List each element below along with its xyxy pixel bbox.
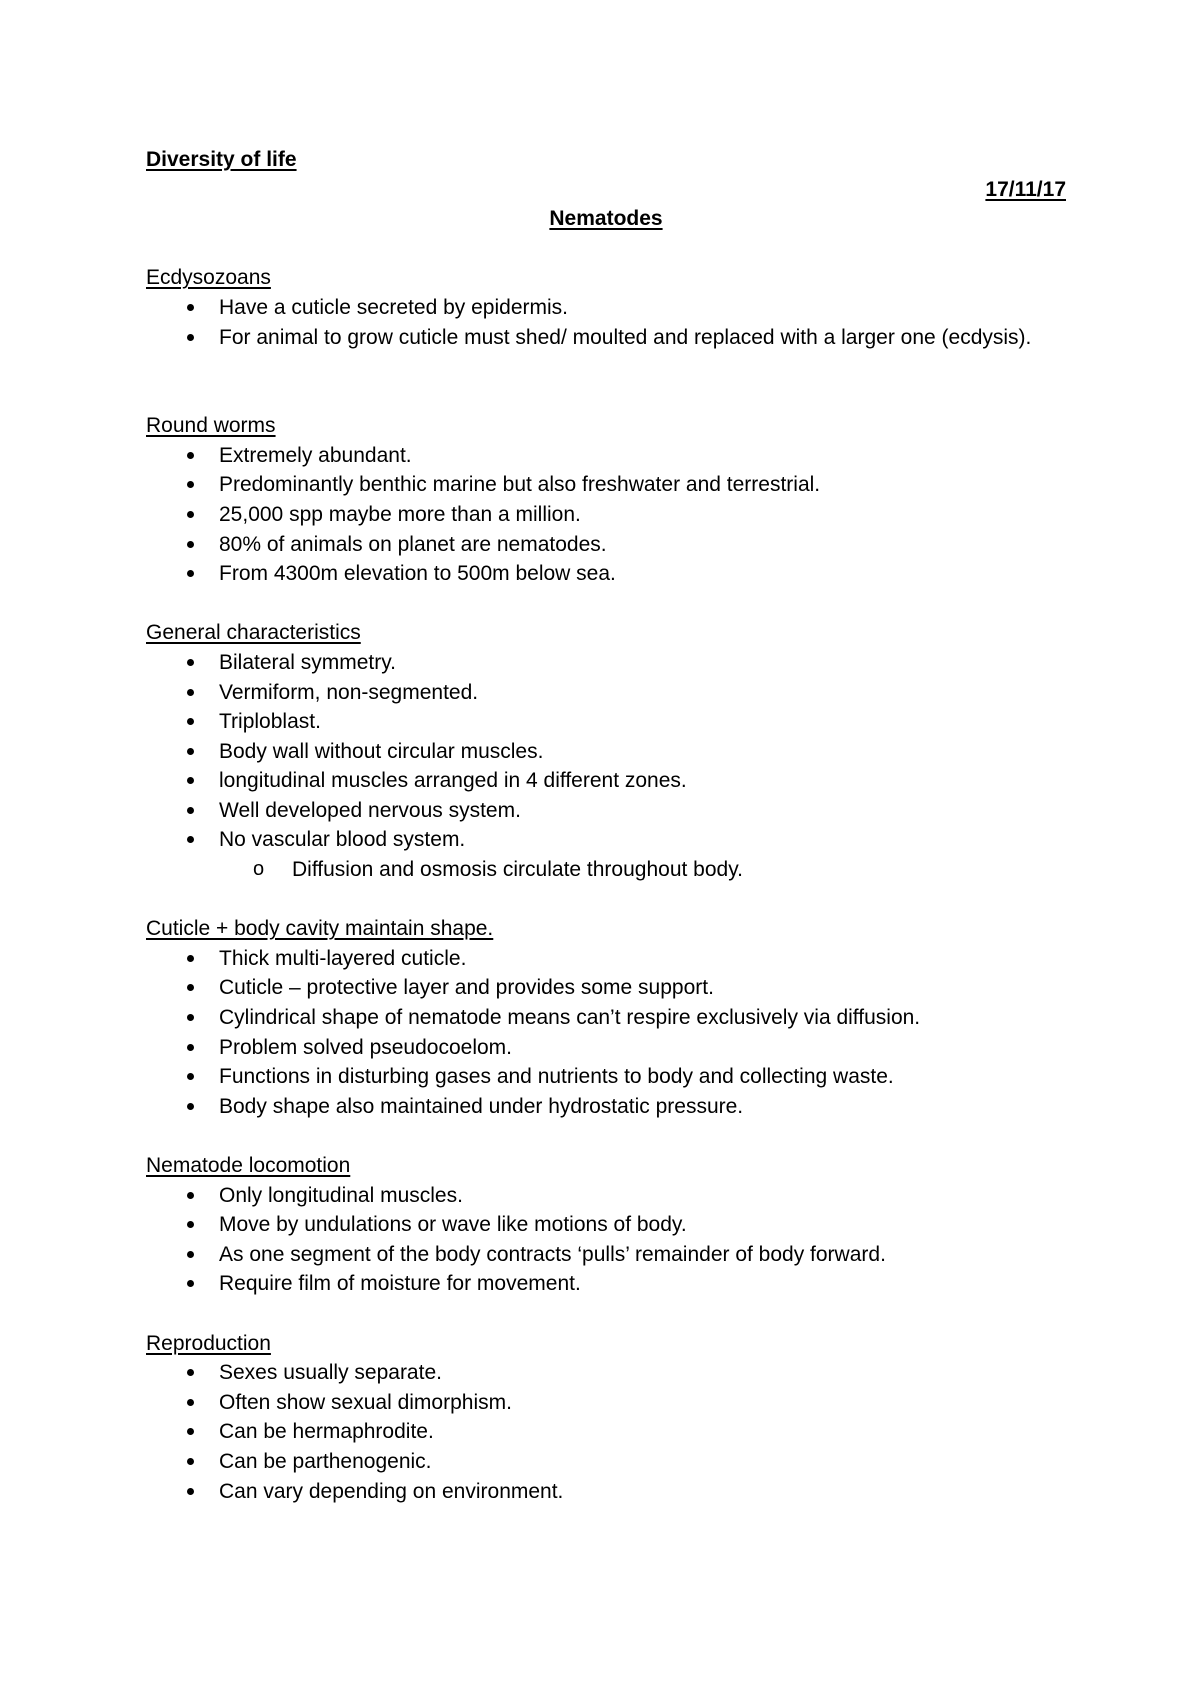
list-item: longitudinal muscles arranged in 4 different zones. xyxy=(146,766,1066,796)
list-item: Bilateral symmetry. xyxy=(146,648,1066,678)
section-heading: Reproduction xyxy=(146,1331,271,1355)
list-item: Body wall without circular muscles. xyxy=(146,737,1066,767)
list-item: Functions in disturbing gases and nutrients to body and collecting waste. xyxy=(146,1062,1066,1092)
list-item: Extremely abundant. xyxy=(146,441,1066,471)
list-item: 80% of animals on planet are nematodes. xyxy=(146,530,1066,560)
list-item: Can be hermaphrodite. xyxy=(146,1417,1066,1447)
section-locomotion xyxy=(146,1151,1066,1299)
bullet-list xyxy=(146,648,1066,855)
document-date: 17/11/17 xyxy=(985,177,1066,201)
list-item: No vascular blood system. xyxy=(146,825,1066,855)
list-item: Require film of moisture for movement. xyxy=(146,1269,1066,1299)
list-item: Sexes usually separate. xyxy=(146,1358,1066,1388)
list-item: Cuticle – protective layer and provides some support. xyxy=(146,973,1066,1003)
list-item: Often show sexual dimorphism. xyxy=(146,1388,1066,1418)
document-body xyxy=(146,145,1066,1506)
list-item: From 4300m elevation to 500m below sea. xyxy=(146,559,1066,589)
list-item: Predominantly benthic marine but also freshwater and terrestrial. xyxy=(146,470,1066,500)
bullet-list xyxy=(146,944,1066,1122)
spacer xyxy=(146,589,1066,619)
list-item: For animal to grow cuticle must shed/ moulted and replaced with a larger one (ecdysis). xyxy=(146,323,1066,353)
list-item: Triploblast. xyxy=(146,707,1066,737)
sub-bullet-list xyxy=(146,855,1066,885)
list-item: Thick multi-layered cuticle. xyxy=(146,944,1066,974)
list-item: Vermiform, non-segmented. xyxy=(146,678,1066,708)
section-ecdysozoans xyxy=(146,263,1066,352)
spacer xyxy=(146,885,1066,915)
list-item: Problem solved pseudocoelom. xyxy=(146,1033,1066,1063)
document-topic: Nematodes xyxy=(549,207,663,231)
bullet-list xyxy=(146,1181,1066,1299)
bullet-list xyxy=(146,441,1066,589)
list-item: Well developed nervous system. xyxy=(146,796,1066,826)
list-item: 25,000 spp maybe more than a million. xyxy=(146,500,1066,530)
list-item: Have a cuticle secreted by epidermis. xyxy=(146,293,1066,323)
list-item: Can be parthenogenic. xyxy=(146,1447,1066,1477)
section-heading: General characteristics xyxy=(146,621,361,645)
spacer xyxy=(146,1299,1066,1329)
list-item: Move by undulations or wave like motions of body. xyxy=(146,1210,1066,1240)
section-heading: Nematode locomotion xyxy=(146,1154,351,1177)
list-item: Can vary depending on environment. xyxy=(146,1477,1066,1507)
sub-list-item: o Diffusion and osmosis circulate throughout body. xyxy=(146,855,1066,885)
spacer xyxy=(146,234,1066,264)
spacer xyxy=(146,1121,1066,1151)
section-general-characteristics xyxy=(146,618,1066,884)
section-round-worms xyxy=(146,411,1066,589)
list-item: As one segment of the body contracts ‘pulls’ remainder of body forward. xyxy=(146,1240,1066,1270)
spacer xyxy=(146,352,1066,411)
section-heading: Ecdysozoans xyxy=(146,266,271,290)
bullet-list xyxy=(146,1358,1066,1506)
section-reproduction xyxy=(146,1329,1066,1507)
section-cuticle xyxy=(146,914,1066,1121)
document-title: Diversity of life xyxy=(146,148,297,171)
section-heading: Round worms xyxy=(146,414,276,438)
bullet-list xyxy=(146,293,1066,352)
list-item: Only longitudinal muscles. xyxy=(146,1181,1066,1211)
list-item: Cylindrical shape of nematode means can’t respire exclusively via diffusion. xyxy=(146,1003,1066,1033)
list-item: Body shape also maintained under hydrostatic pressure. xyxy=(146,1092,1066,1122)
section-heading: Cuticle + body cavity maintain shape. xyxy=(146,917,494,941)
